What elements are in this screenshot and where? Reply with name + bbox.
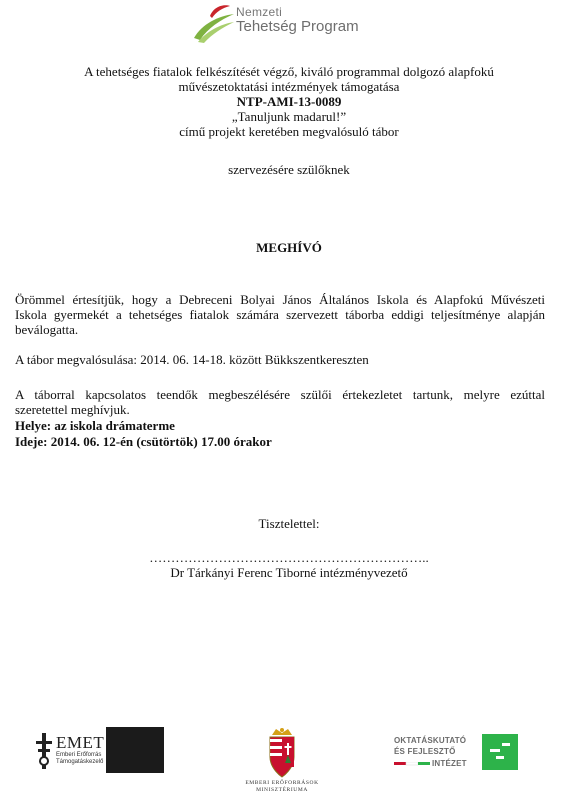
emet-logo [34,727,164,773]
ofi-flag-stripe-icon [394,762,430,766]
emet-figure-icon [34,733,54,769]
ofi-text-line-3: INTÉZET [432,759,467,768]
ofi-dash-icon [482,734,518,770]
project-code: NTP-AMI-13-0089 [236,94,342,109]
intro-line-2: művészetoktatási intézmények támogatása [178,79,400,94]
emet-black-box [106,727,164,773]
paragraph-1-line-2: Iskola gyermekét a tehetséges fiatalok számára szervezett táborba eddigi teljesítménye alapján [15,307,545,322]
closing-greeting: Tisztelettel: [258,516,320,531]
ministry-logo [230,727,334,800]
emet-subtitle-line-1: Emberi Erőforrás [56,752,102,758]
invitation-title: MEGHÍVÓ [256,240,322,255]
ministry-name-line-1: EMBERI ERŐFORRÁSOK [245,780,319,786]
paragraph-1-line-1: Örömmel értesítjük, hogy a Debreceni Bolyai János Általános Iskola és Alapfokú Művészeti [15,292,545,307]
intro-line-3: című projekt keretében megvalósuló tábor [179,124,399,139]
organize-line: szervezésére szülőknek [228,162,350,177]
project-title: „Tanuljunk madarul!” [231,109,347,124]
intro-line-1: A tehetséges fiatalok felkészítését végző, kiváló programmal dolgozó alapfokú [84,64,494,79]
camp-dates: A tábor megvalósulása: 2014. 06. 14-18. között Bükkszentkereszten [15,352,369,367]
ofi-green-square [482,734,518,770]
ministry-name [230,780,334,794]
meeting-time: Ideje: 2014. 06. 12-én (csütörtök) 17.00 órakor [15,434,272,449]
signature-dots: ……………………………………………………….. [149,550,429,565]
emet-name: EMET [56,733,105,752]
logo-text-nemzeti: Nemzeti [236,5,283,19]
logo-text-program: Tehetség Program [236,18,359,35]
emet-subtitle-line-2: Támogatáskezelő [56,759,104,765]
paragraph-3-line-1: A táborral kapcsolatos teendők megbeszélésére szülői értekezletet tartunk, melyre ezúttal [15,387,545,402]
ofi-text-line-1: OKTATÁSKUTATÓ [394,736,467,745]
meeting-place: Helye: az iskola drámaterme [15,418,175,433]
ofi-text-line-2: ÉS FEJLESZTŐ [394,747,456,756]
ministry-name-line-2: MINISZTÉRIUMA [256,787,308,793]
paragraph-3-line-2: szeretettel meghívjuk. [15,402,130,417]
ntp-logo [190,2,390,44]
signature-name: Dr Tárkányi Ferenc Tiborné intézményvezető [170,565,408,580]
ofi-logo [394,734,524,774]
ntp-swoosh-icon [190,2,238,44]
coat-of-arms-icon [266,727,298,779]
emet-subtitle [56,752,106,766]
paragraph-1-line-3: beválogatta. [15,322,79,337]
